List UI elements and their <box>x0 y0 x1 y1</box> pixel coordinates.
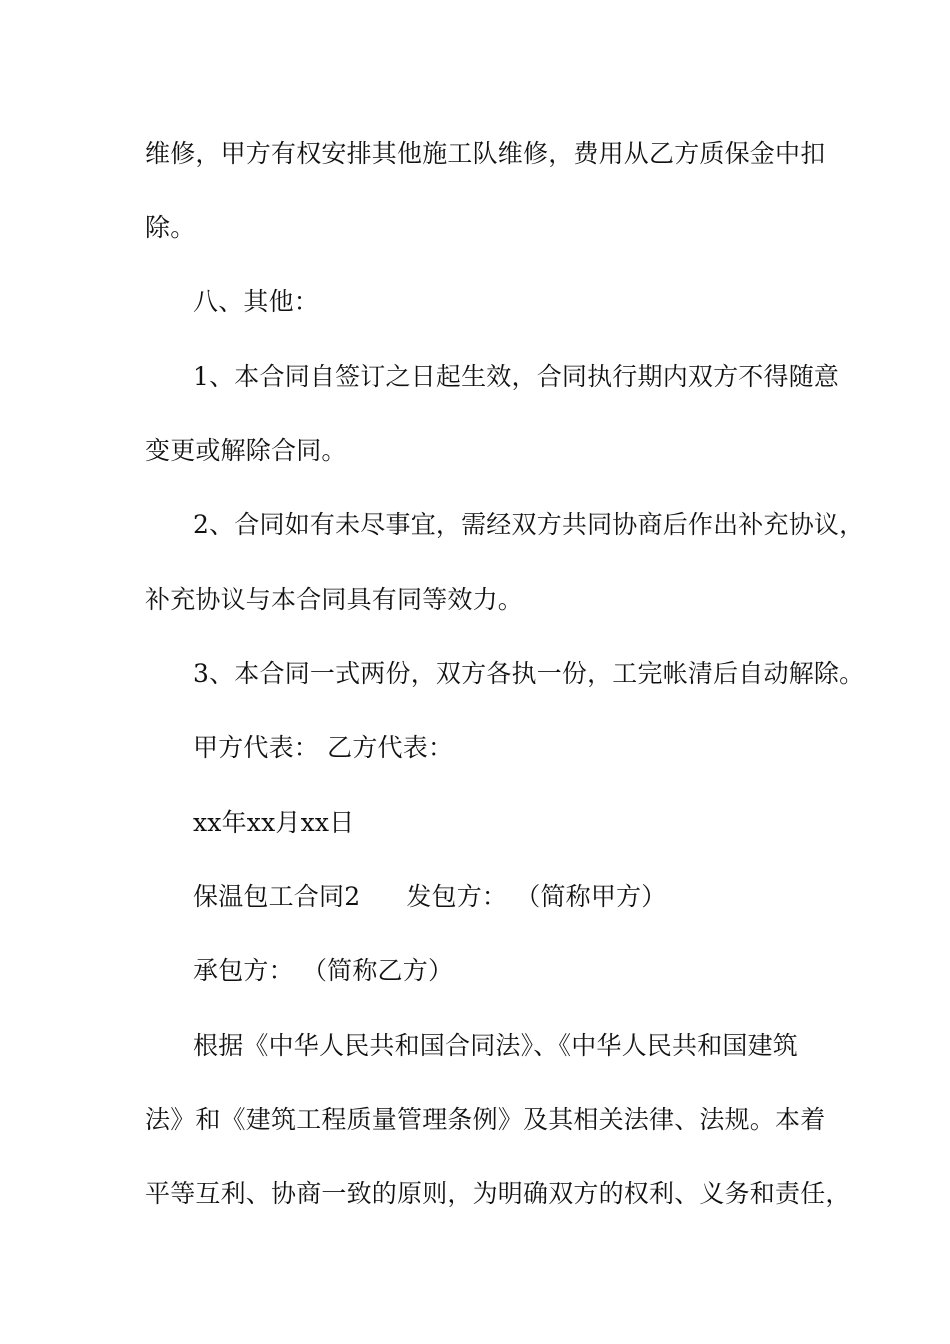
clause-line: 2、合同如有未尽事宜，需经双方共同协商后作出补充协议， <box>193 510 865 539</box>
signature-line: 甲方代表： 乙方代表： <box>193 733 454 762</box>
paragraph-line: 根据《中华人民共和国合同法》、《中华人民共和国建筑 <box>193 1031 799 1060</box>
contract-title-line <box>193 881 893 913</box>
clause-line: 3、本合同一式两份，双方各执一份，工完帐清后自动解除。 <box>193 659 865 688</box>
contractor-party: 发包方： （简称甲方） <box>406 882 667 911</box>
clause-line: 变更或解除合同。 <box>145 436 347 465</box>
paragraph-line: 维修，甲方有权安排其他施工队维修，费用从乙方质保金中扣 <box>145 139 826 168</box>
date-line: xx年xx月xx日 <box>193 808 355 837</box>
contract-title: 保温包工合同2 <box>193 882 361 911</box>
paragraph-line: 法》和《建筑工程质量管理条例》及其相关法律、法规。本着 <box>145 1105 826 1134</box>
subcontractor-party: 承包方： （简称乙方） <box>193 956 454 985</box>
clause-line: 补充协议与本合同具有同等效力。 <box>145 585 524 614</box>
paragraph-line: 除。 <box>145 213 196 242</box>
paragraph-line: 平等互利、协商一致的原则，为明确双方的权利、义务和责任， <box>145 1179 851 1208</box>
clause-line: 1、本合同自签订之日起生效，合同执行期内双方不得随意 <box>193 362 840 391</box>
section-heading: 八、其他： <box>193 287 320 316</box>
